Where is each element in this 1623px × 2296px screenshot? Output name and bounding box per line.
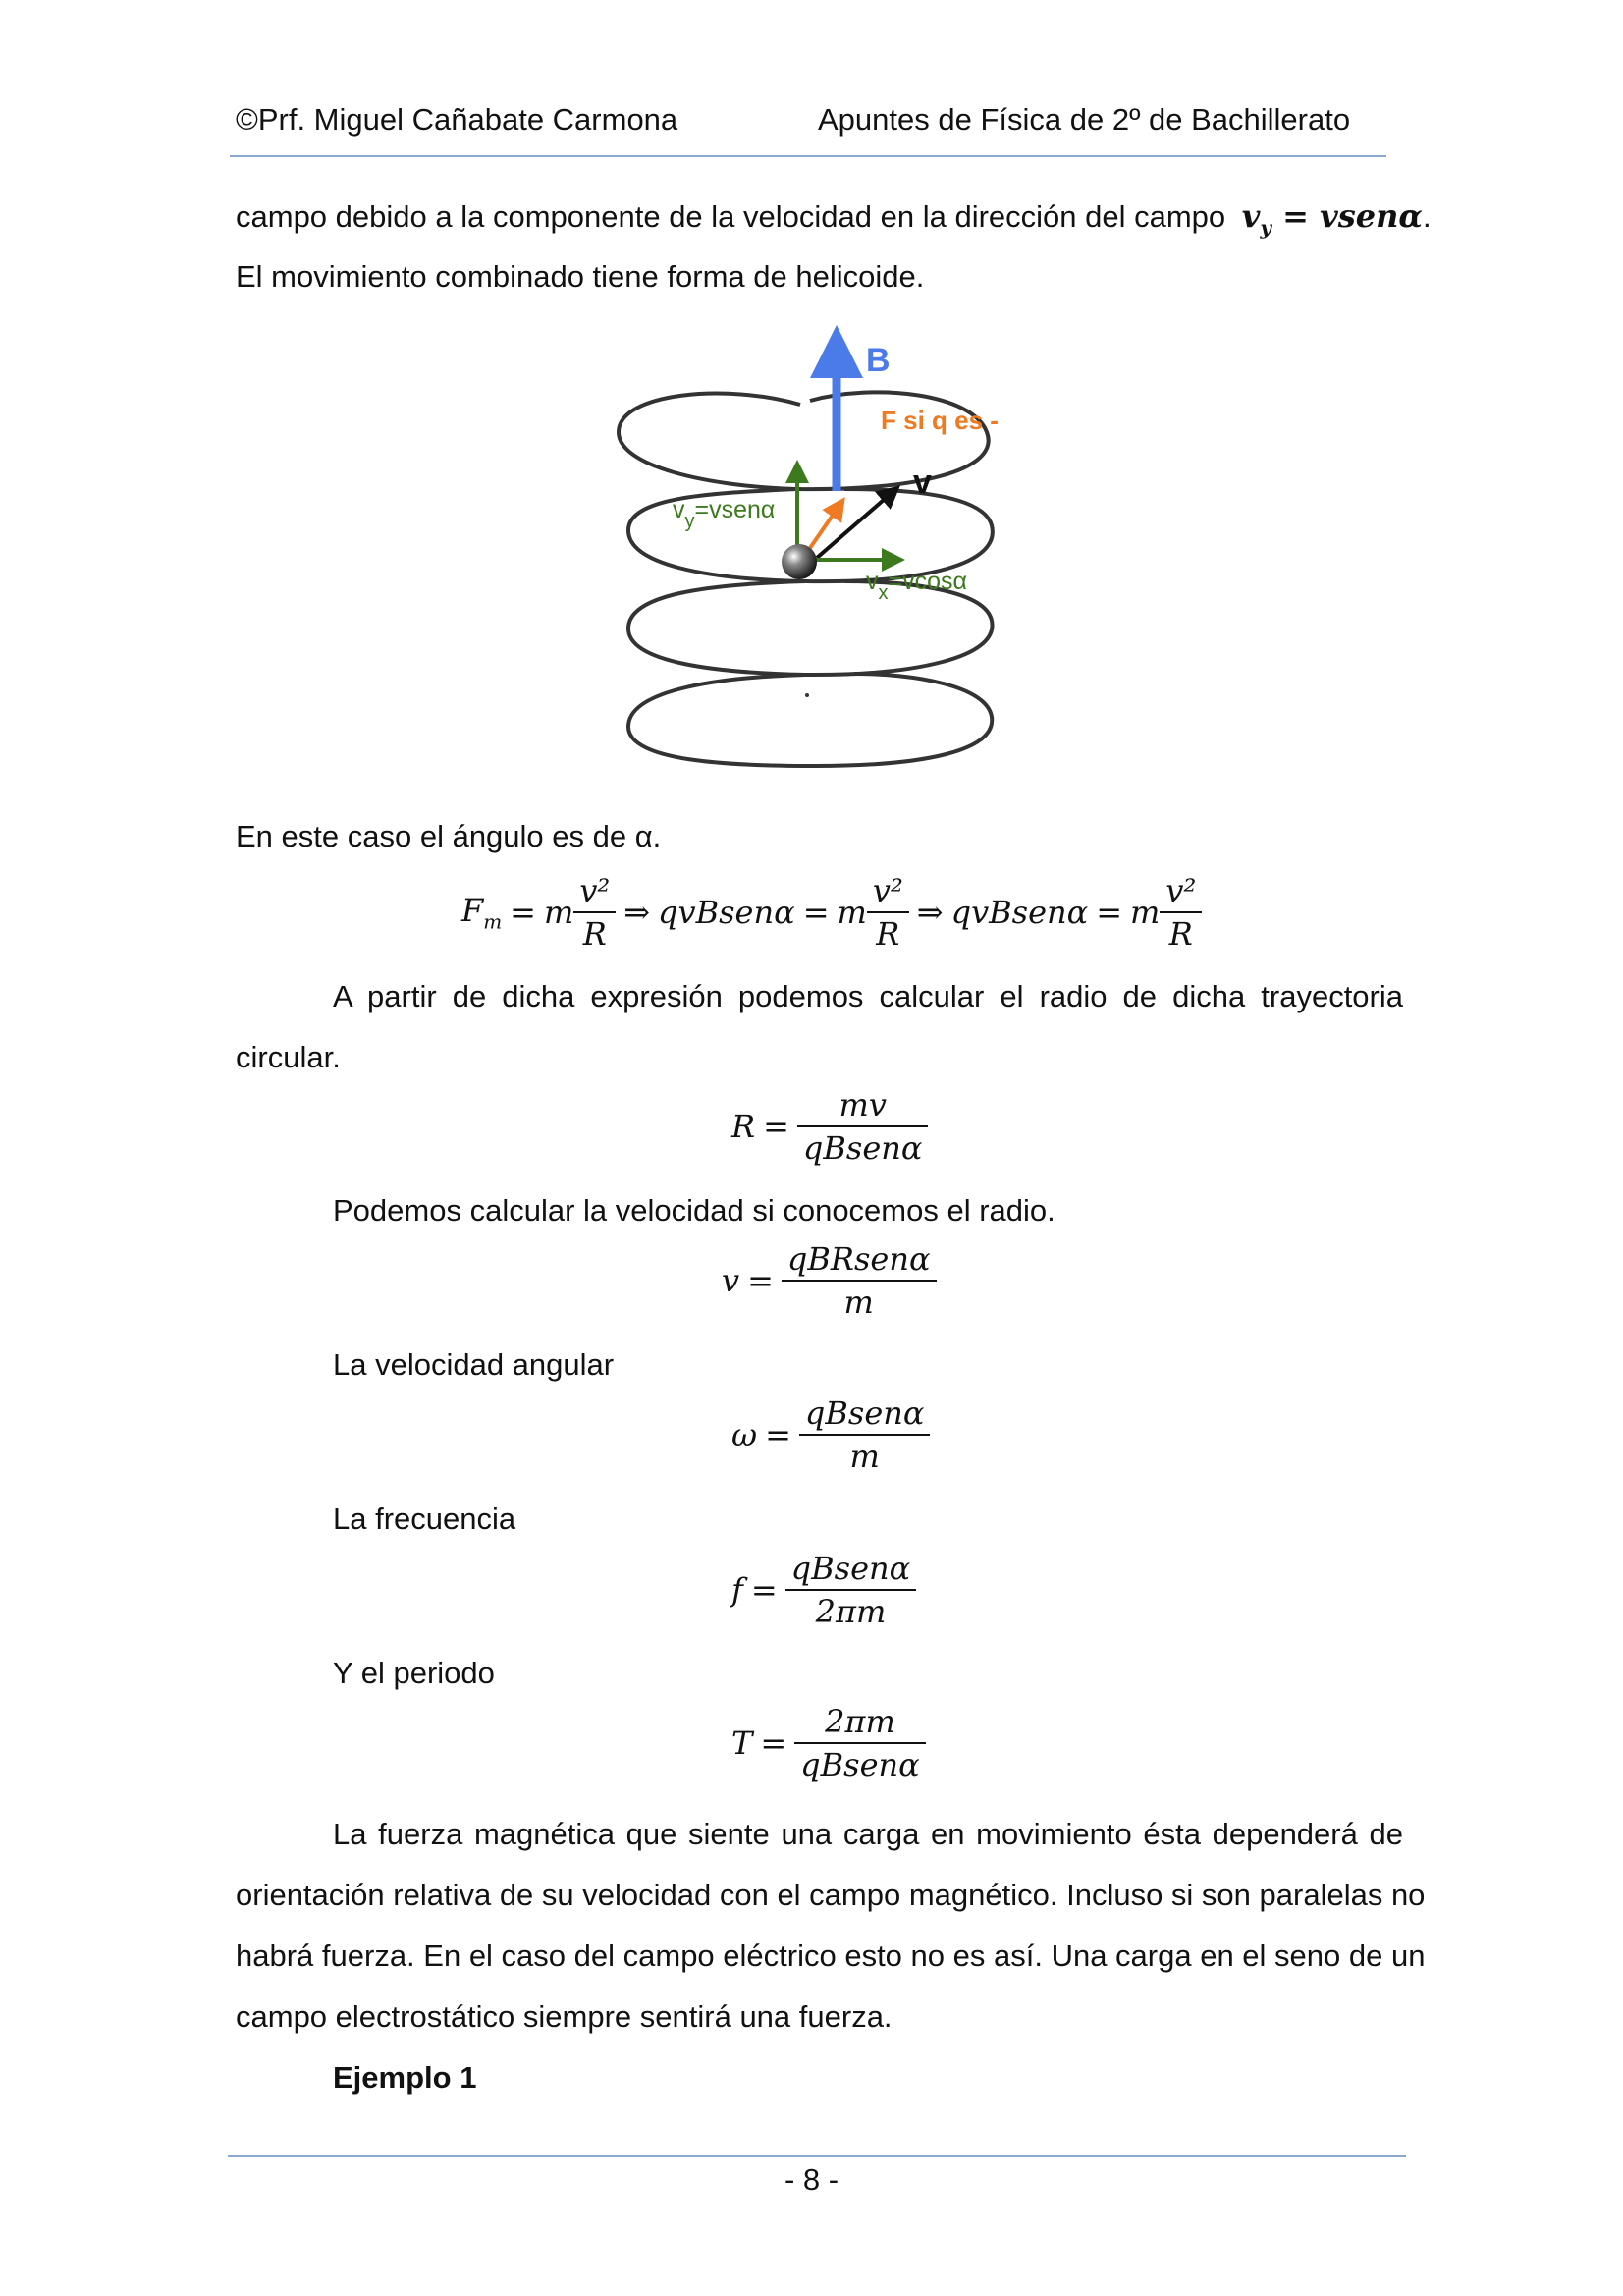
page-number: - 8 - <box>784 2162 839 2197</box>
vy-sub: y <box>1260 215 1271 240</box>
header-author: ©Prf. Miguel Cañabate Carmona <box>236 102 678 137</box>
eq-force <box>461 874 1202 951</box>
helix-figure <box>599 314 1021 786</box>
omega-text: La velocidad angular <box>333 1347 615 1382</box>
eq-v-sign: = <box>747 1262 774 1299</box>
inline-formula-vy <box>1241 197 1423 240</box>
period-text: Y el periodo <box>333 1656 495 1690</box>
eq-w-sign: = <box>765 1416 791 1453</box>
para1-text: campo debido a la componente de la velocidad en la dirección del campo <box>236 199 1226 234</box>
eq-force-lhs: $F_m$ <box>461 891 503 934</box>
para1-period: . <box>1422 199 1432 234</box>
F-label: F si q es - <box>881 406 999 435</box>
eq-w-lhs: ω <box>731 1416 758 1453</box>
implies-1: ⇒ <box>623 894 651 931</box>
header-rule <box>230 155 1386 157</box>
eq-v-lhs: v <box>722 1262 740 1299</box>
eq-R-sign: = <box>763 1108 789 1145</box>
vy-rhs: = vsenα <box>1282 197 1423 235</box>
eq-R-frac: $\frac{mv}{\text{qBsenα}}$ <box>797 1088 929 1165</box>
eq-R <box>731 1088 928 1165</box>
eq-T-frac: $\frac{2\pi m}{\text{qBsenα}}$ <box>794 1705 926 1781</box>
para-final-line4: campo electrostático siempre sentirá una fuerza. <box>236 1999 893 2034</box>
eq-v-frac: $\frac{\text{qBRsenα}}{m}$ <box>782 1242 937 1319</box>
eq-m-1: m <box>543 894 574 931</box>
v-label: v <box>913 464 932 501</box>
eq-mid-2: qvBsenα <box>950 894 1089 931</box>
vx-label: $v_x=vcos\alpha$ <box>866 568 967 604</box>
eq-w <box>731 1396 930 1473</box>
eq-R-lhs: R <box>731 1108 756 1145</box>
para-final-line2: orientación relativa de su velocidad con el campo magnético. Incluso si son paralelas no <box>236 1878 1426 1912</box>
header-course: Apuntes de Física de 2º de Bachillerato <box>818 102 1351 137</box>
footer-rule <box>228 2155 1406 2157</box>
eq-v <box>722 1242 937 1319</box>
eq-f <box>731 1552 916 1628</box>
para-radius-line1: A partir de dicha expresión podemos calcular el radio de dicha trayectoria <box>333 979 1403 1013</box>
implies-2: ⇒ <box>916 894 944 931</box>
para-final-line3: habrá fuerza. En el caso del campo eléctrico esto no es así. Una carga en el seno de un <box>236 1939 1426 1973</box>
charge-ball <box>782 544 817 579</box>
eq-mid-1: qvBsenα <box>658 894 795 931</box>
frac-v2-R-1: $\frac{\text{v²}}{R}$ <box>573 874 616 951</box>
para1-line2: El movimiento combinado tiene forma de helicoide. <box>236 259 925 294</box>
eq-sign-3: = <box>1096 894 1123 931</box>
frac-v2-R-2: $\frac{\text{v²}}{R}$ <box>867 874 909 951</box>
vy-symbol: v <box>1241 197 1261 235</box>
eq-f-sign: = <box>750 1571 778 1609</box>
para-final-line1: La fuerza magnética que siente una carga en movimiento ésta dependerá de <box>333 1817 1403 1851</box>
eq-T-sign: = <box>760 1724 787 1762</box>
v-arrow <box>817 493 892 558</box>
angle-line: En este caso el ángulo es de α. <box>236 819 662 853</box>
frac-v2-R-3: $\frac{\text{v²}}{R}$ <box>1160 874 1202 951</box>
eq-T-lhs: T <box>731 1724 753 1762</box>
vy-label: $v_y=vsen\alpha$ <box>673 496 776 532</box>
eq-sign-2: = <box>802 894 830 931</box>
B-label: B <box>866 342 891 379</box>
eq-m-2: m <box>837 894 867 931</box>
eq-m-3: m <box>1130 894 1161 931</box>
eq-f-frac: $\frac{\text{qBsenα}}{2\pi m}$ <box>785 1552 917 1628</box>
eq-sign-1: = <box>510 894 536 931</box>
para1-line1 <box>236 196 1432 246</box>
eq-f-lhs: f <box>731 1571 743 1609</box>
center-dot <box>805 693 809 697</box>
vel-text: Podemos calcular la velocidad si conocemos el radio. <box>333 1193 1055 1228</box>
example-title: Ejemplo 1 <box>333 2060 477 2095</box>
eq-w-frac: $\frac{\text{qBsenα}}{m}$ <box>799 1396 931 1473</box>
freq-text: La frecuencia <box>333 1502 516 1536</box>
para-radius-line2: circular. <box>236 1040 341 1074</box>
eq-T <box>731 1705 926 1781</box>
